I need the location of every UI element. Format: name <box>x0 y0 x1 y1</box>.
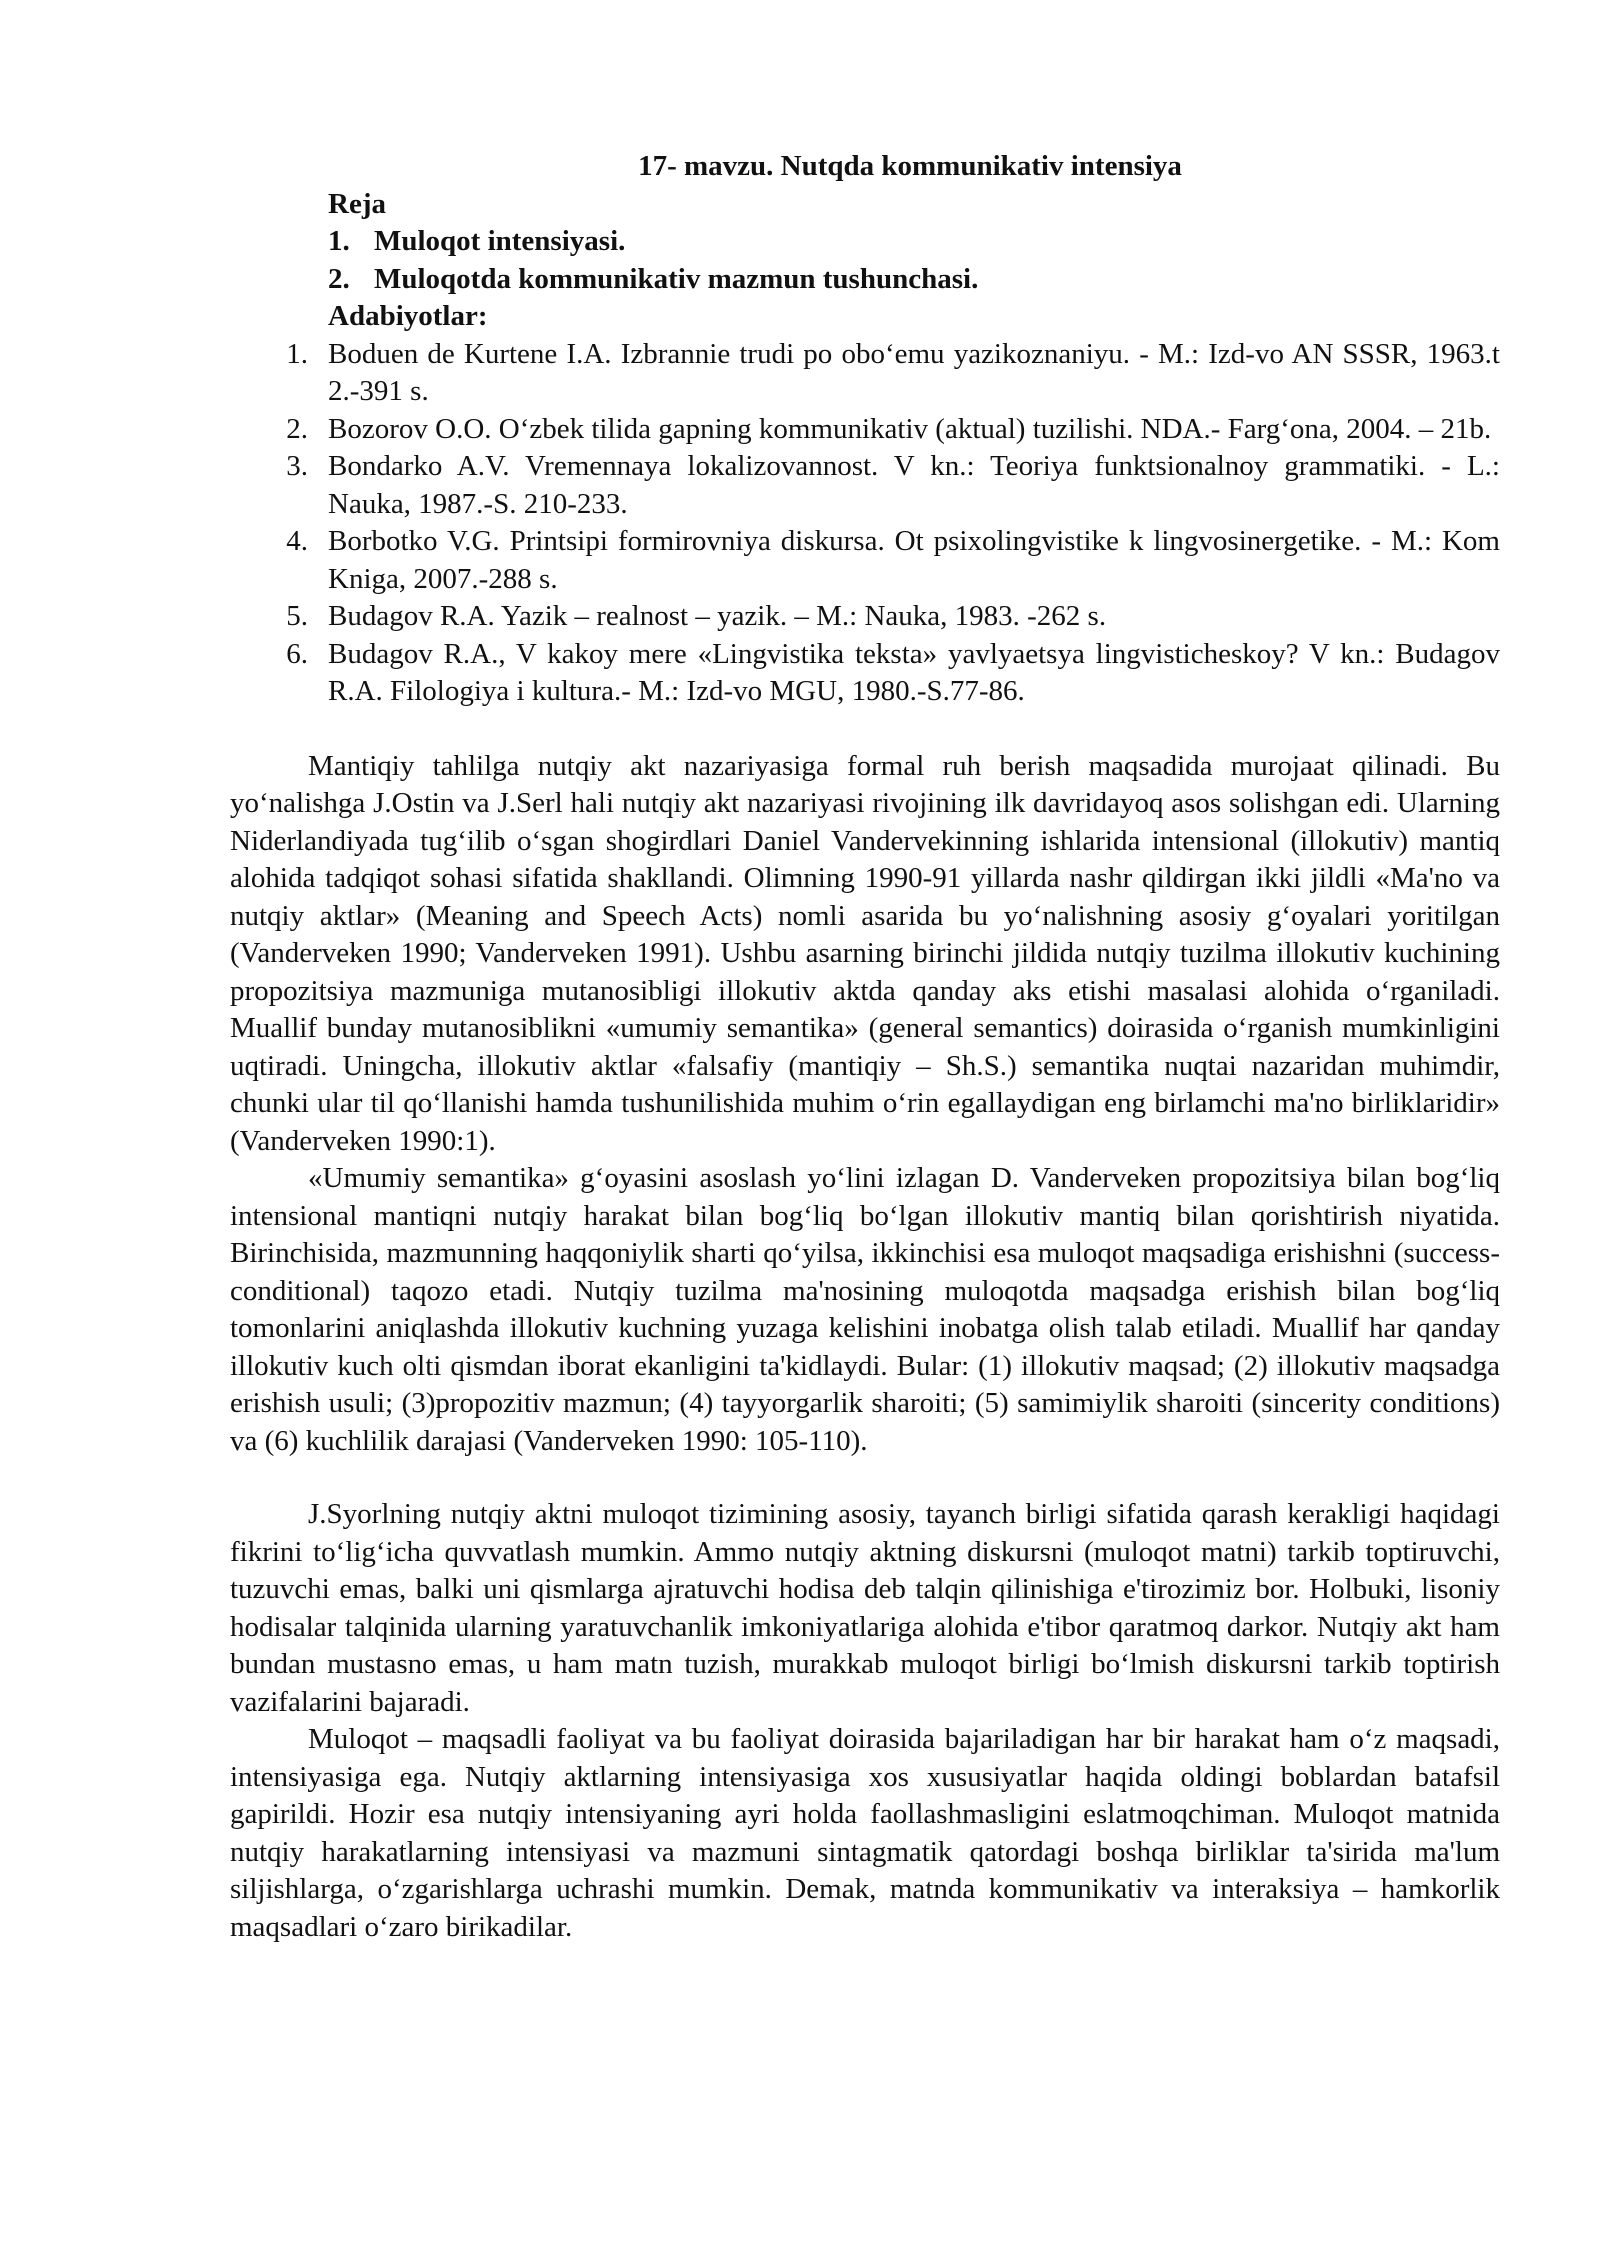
plan-section <box>328 186 1500 336</box>
reference-text: Boduen de Kurtene I.A. Izbrannie trudi po obo‘emu yazikoznaniyu. - M.: Izd-vo AN SSSR, 1963.t 2.-391 s. <box>328 337 1500 407</box>
body-paragraph: Mantiqiy tahlilga nutqiy akt nazariyasiga formal ruh berish maqsadida murojaat qilinadi. Bu yo‘nalishga J.Ostin va J.Serl hali nutqiy akt nazariyasi rivojining ilk davridayoq asos solishgan edi. Ularning Niderlandiyada tug‘ilib o‘sgan shogirdlari Daniel Vandervekinning ishlarida intensional (illokutiv) mantiq alohida tadqiqot sohasi sifatida shakllandi. Olimning 1990-91 yillarda nashr qildirgan ikki jildli «Ma'no va nutqiy aktlar» (Meaning and Speech Acts) nomli asarida bu yo‘nalishning asosiy g‘oyalari yoritilgan (Vanderveken 1990; Vanderveken 1991). Ushbu asarning birinchi jildida nutqiy tuzilma illokutiv kuchining propozitsiya mazmuniga mutanosibligi illokutiv aktda qanday aks etishi masalasi alohida o‘rganiladi. Muallif bunday mutanosiblikni «umumiy semantika» (general semantics) doirasida o‘rganish mumkinligini uqtiradi. Uningcha, illokutiv aktlar «falsafiy (mantiqiy – Sh.S.) semantika nuqtai nazaridan muhimdir, chunki ular til qo‘llanishi hamda tushunilishida muhim o‘rin egallaydigan eng birlamchi ma'no birliklaridir» (Vanderveken 1990:1). <box>230 749 1500 1157</box>
reference-text: Borbotko V.G. Printsipi formirovniya diskursa. Ot psixolingvistike k lingvosinergetike. - M.: Kom Kniga, 2007.-288 s. <box>328 525 1500 595</box>
reference-number: 6. <box>286 637 308 670</box>
references-heading: Adabiyotlar: <box>328 300 488 332</box>
reference-item <box>230 448 1500 523</box>
reference-text: Budagov R.A. Yazik – realnost – yazik. – M.: Nauka, 1983. -262 s. <box>328 600 1107 632</box>
plan-item-number: 1. <box>328 225 350 257</box>
plan-item-number: 2. <box>328 262 350 295</box>
plan-item-text: Muloqotda kommunikativ mazmun tushunchasi. <box>374 262 979 295</box>
reference-item <box>230 598 1500 636</box>
reference-number: 2. <box>286 412 308 445</box>
page-title: 17- mavzu. Nutqda kommunikativ intensiya <box>638 150 1182 182</box>
reference-text: Bondarko A.V. Vremennaya lokalizovannost. V kn.: Teoriya funktsionalnoy grammatiki. - L.: Nauka, 1987.-S. 210-233. <box>328 450 1500 520</box>
reference-item <box>230 336 1500 411</box>
reference-item <box>230 636 1500 711</box>
spacer <box>230 1460 1500 1496</box>
spacer <box>230 711 1500 748</box>
reference-number: 4. <box>286 525 308 557</box>
references-list <box>230 336 1500 711</box>
reference-number: 1. <box>286 337 308 370</box>
body-paragraph: «Umumiy semantika» g‘oyasini asoslash yo‘lini izlagan D. Vanderveken propozitsiya bilan bog‘liq intensional mantiqni nutqiy harakat bilan bog‘liq bo‘lgan illokutiv mantiq bilan qorishtirish niyatida. Birinchisida, mazmunning haqqoniylik sharti qo‘yilsa, ikkinchisi esa muloqot maqsadiga erishishni (success- conditional) taqozo etadi. Nutqiy tuzilma ma'nosining muloqotda maqsadga erishish bilan bog‘liq tomonlarini aniqlashda illokutiv kuchning yuzaga kelishini inobatga olish talab etiladi. Muallif har qanday illokutiv kuch olti qismdan iborat ekanligini ta'kidlaydi. Bular: (1) illokutiv maqsad; (2) illokutiv maqsadga erishish usuli; (3)propozitiv mazmun; (4) tayyorgarlik sharoiti; (5) samimiylik sharoiti (sincerity conditions) va (6) kuchlilik darajasi (Vanderveken 1990: 105-110). <box>230 1162 1500 1457</box>
plan-item <box>328 223 1500 261</box>
reference-item <box>230 411 1500 449</box>
reference-text: Bozorov O.O. O‘zbek tilida gapning kommunikativ (aktual) tuzilishi. NDA.- Farg‘ona, 2004. – 21b. <box>328 412 1492 445</box>
plan-item-text: Muloqot intensiyasi. <box>374 225 626 257</box>
body-paragraph: Muloqot – maqsadli faoliyat va bu faoliyat doirasida bajariladigan har bir harakat ham o‘z maqsadi, intensiyasiga ega. Nutqiy aktlarning intensiyasiga xos xususiyatlar haqida oldingi boblardan batafsil gapirildi. Hozir esa nutqiy intensiyaning ayri holda faollashmasligini eslatmoqchiman. Muloqot matnida nutqiy harakatlarning intensiyasi va mazmuni sintagmatik qatordagi boshqa birliklar ta'sirida ma'lum siljishlarga, o‘zgarishlarga uchrashi mumkin. Demak, matnda kommunikativ va interaksiya – hamkorlik maqsadlari o‘zaro birikadilar. <box>230 1723 1500 1943</box>
reference-number: 5. <box>286 600 308 632</box>
plan-item <box>328 261 1500 299</box>
reference-number: 3. <box>286 450 308 482</box>
reference-text: Budagov R.A., V kakoy mere «Lingvistika teksta» yavlyaetsya lingvisticheskoy? V kn.: Budagov R.A. Filologiya i kultura.- M.: Izd-vo MGU, 1980.-S.77-86. <box>328 637 1500 707</box>
body-paragraph: J.Syorlning nutqiy aktni muloqot tizimining asosiy, tayanch birligi sifatida qarash kerakligi haqidagi fikrini to‘lig‘icha quvvatlash mumkin. Ammo nutqiy aktning diskursni (muloqot matni) tarkib toptiruvchi, tuzuvchi emas, balki uni qismlarga ajratuvchi hodisa deb talqin qilinishiga e'tirozimiz bor. Holbuki, lisoniy hodisalar talqinida ularning yaratuvchanlik imkoniyatlariga alohida e'tibor qaratmoq darkor. Nutqiy akt ham bundan mustasno emas, u ham matn tuzish, murakkab muloqot birligi bo‘lmish diskursni tarkib toptirish vazifalarini bajaradi. <box>230 1498 1500 1718</box>
reference-item <box>230 523 1500 598</box>
plan-heading: Reja <box>328 187 386 220</box>
